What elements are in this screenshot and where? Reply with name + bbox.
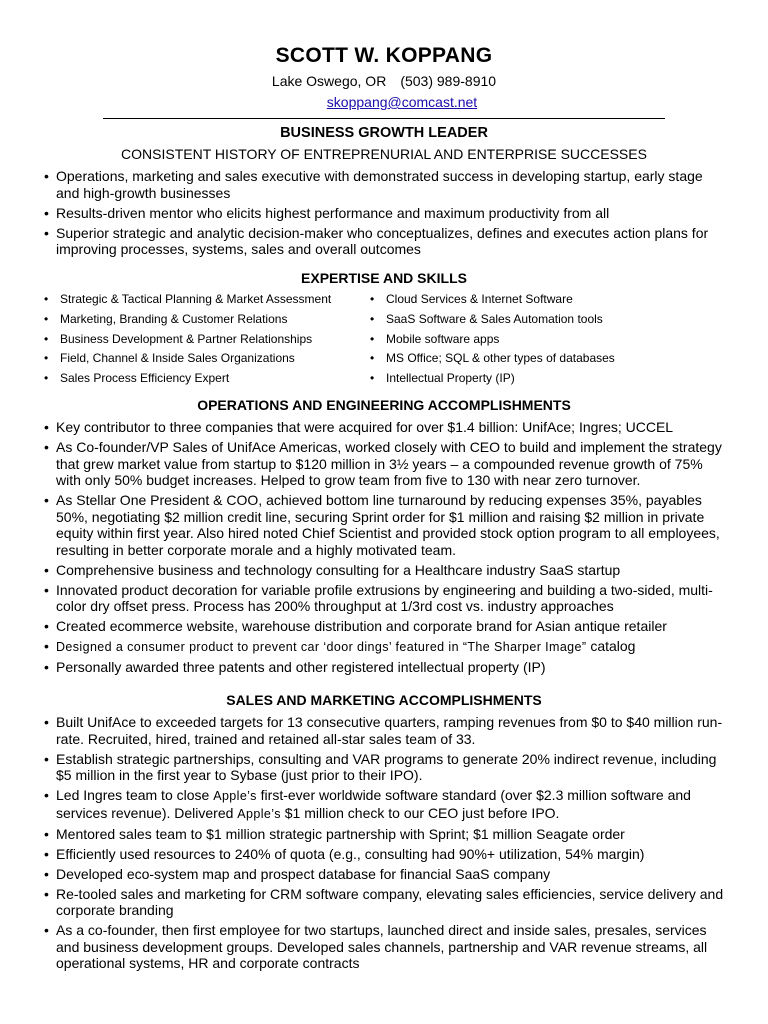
list-item: • Efficiently used resources to 240% of quota (e.g., consulting had 90%+ utilization, 54% margin)	[44, 846, 724, 863]
list-item: • Results-driven mentor who elicits highest performance and maximum productivity from all	[44, 205, 724, 222]
list-item: • Mobile software apps	[370, 332, 700, 346]
list-item: • Built UnifAce to exceeded targets for 13 consecutive quarters, ramping revenues from $0 to $40 million run-rate. Recruited, hired, trained and retained all-star sales team of 33.	[44, 714, 724, 747]
apple-text-part: first-ever worldwide software standard (over $2.3 million software and services revenue). Delivered	[56, 787, 691, 821]
list-item: • Establish strategic partnerships, consulting and VAR programs to generate 20% indirect revenue, including $5 million in the first year to Sybase (just prior to their IPO).	[44, 751, 724, 784]
list-item: • Marketing, Branding & Customer Relations	[44, 312, 374, 326]
headline-subtitle: CONSISTENT HISTORY OF ENTREPRENURIAL AND ENTERPRISE SUCCESSES	[121, 146, 647, 162]
list-item: • Superior strategic and analytic decision-maker who conceptualizes, defines and executes action plans for improving processes, systems, sales and overall outcomes	[44, 225, 724, 258]
list-item: • Sales Process Efficiency Expert	[44, 371, 374, 385]
list-item: • Created ecommerce website, warehouse distribution and corporate brand for Asian antique retailer	[44, 618, 724, 635]
sales-heading: SALES AND MARKETING ACCOMPLISHMENTS	[226, 692, 542, 708]
operations-heading: OPERATIONS AND ENGINEERING ACCOMPLISHMENTS	[197, 397, 571, 413]
skills-right-column	[370, 292, 700, 391]
contact-line	[0, 73, 768, 89]
list-item: • Strategic & Tactical Planning & Market Assessment	[44, 292, 374, 306]
list-item: • As Co-founder/VP Sales of UnifAce Americas, worked closely with CEO to build and implement the strategy that grew market value from startup to $120 million in 3½ years – a compounded revenue growth of 75% with only 50% budget increases. Helped to grow team from five to 130 with near zero turnover.	[44, 439, 724, 489]
location: Lake Oswego, OR	[271, 73, 387, 89]
list-item: • Mentored sales team to $1 million strategic partnership with Sprint; $1 million Seagate order	[44, 826, 724, 843]
phone-number: (503) 989-8910	[400, 73, 497, 89]
catalog-text: catalog	[586, 638, 636, 654]
apple-name: Apple’s	[237, 806, 281, 821]
apple-name: Apple’s	[213, 789, 257, 803]
email-line	[0, 94, 768, 110]
skills-heading: EXPERTISE AND SKILLS	[301, 270, 467, 286]
list-item: • Cloud Services & Internet Software	[370, 292, 700, 306]
list-item: • Personally awarded three patents and other registered intellectual property (IP)	[44, 659, 724, 676]
list-item: • Developed eco-system map and prospect database for financial SaaS company	[44, 866, 724, 883]
email-link[interactable]: skoppang@comcast.net	[326, 94, 478, 110]
list-item: • Operations, marketing and sales executive with demonstrated success in developing startup, early stage and high-growth businesses	[44, 168, 724, 201]
sales-list	[44, 714, 724, 975]
list-item: • Innovated product decoration for variable profile extrusions by engineering and building a two-sided, multi-color dry offset press. Process has 200% throughput at 1/3rd cost vs. industry approaches	[44, 582, 724, 615]
list-item: • Re-tooled sales and marketing for CRM software company, elevating sales efficiencies, service delivery and corporate branding	[44, 886, 724, 919]
designed-product-text: Designed a consumer product to prevent car ‘door dings’ featured in “The Sharper Image”	[56, 640, 587, 654]
list-item: • Field, Channel & Inside Sales Organizations	[44, 351, 374, 365]
skills-left-column	[44, 292, 374, 391]
list-item: • Intellectual Property (IP)	[370, 371, 700, 385]
summary-list	[44, 168, 724, 261]
list-item	[44, 638, 724, 656]
list-item: • As a co-founder, then first employee for two startups, launched direct and inside sales, presales, services and business development groups. Developed sales channels, partnership and VAR revenue streams, all operational systems, HR and corporate contracts	[44, 922, 724, 972]
list-item: • Business Development & Partner Relationships	[44, 332, 374, 346]
header-divider	[103, 118, 665, 119]
list-item: • SaaS Software & Sales Automation tools	[370, 312, 700, 326]
list-item: • Key contributor to three companies that were acquired for over $1.4 billion: UnifAce; Ingres; UCCEL	[44, 419, 724, 436]
operations-list	[44, 419, 724, 679]
list-item: • As Stellar One President & COO, achieved bottom line turnaround by reducing expenses 35%, payables 50%, negotiating $2 million credit line, securing Sprint order for $1 million and raising $2 million in private equity within first year. Also hired noted Chief Scientist and provided stock option program to all employees, resulting in better corporate morale and a highly motivated team.	[44, 492, 724, 558]
headline-title: BUSINESS GROWTH LEADER	[280, 125, 488, 141]
apple-text-part: Led Ingres team to close	[56, 787, 214, 803]
list-item: • MS Office; SQL & other types of databases	[370, 351, 700, 365]
list-item	[44, 787, 724, 822]
list-item: • Comprehensive business and technology consulting for a Healthcare industry SaaS startup	[44, 562, 724, 579]
apple-text-part: $1 million check to our CEO just before IPO.	[280, 804, 560, 821]
candidate-name: SCOTT W. KOPPANG	[275, 44, 493, 67]
